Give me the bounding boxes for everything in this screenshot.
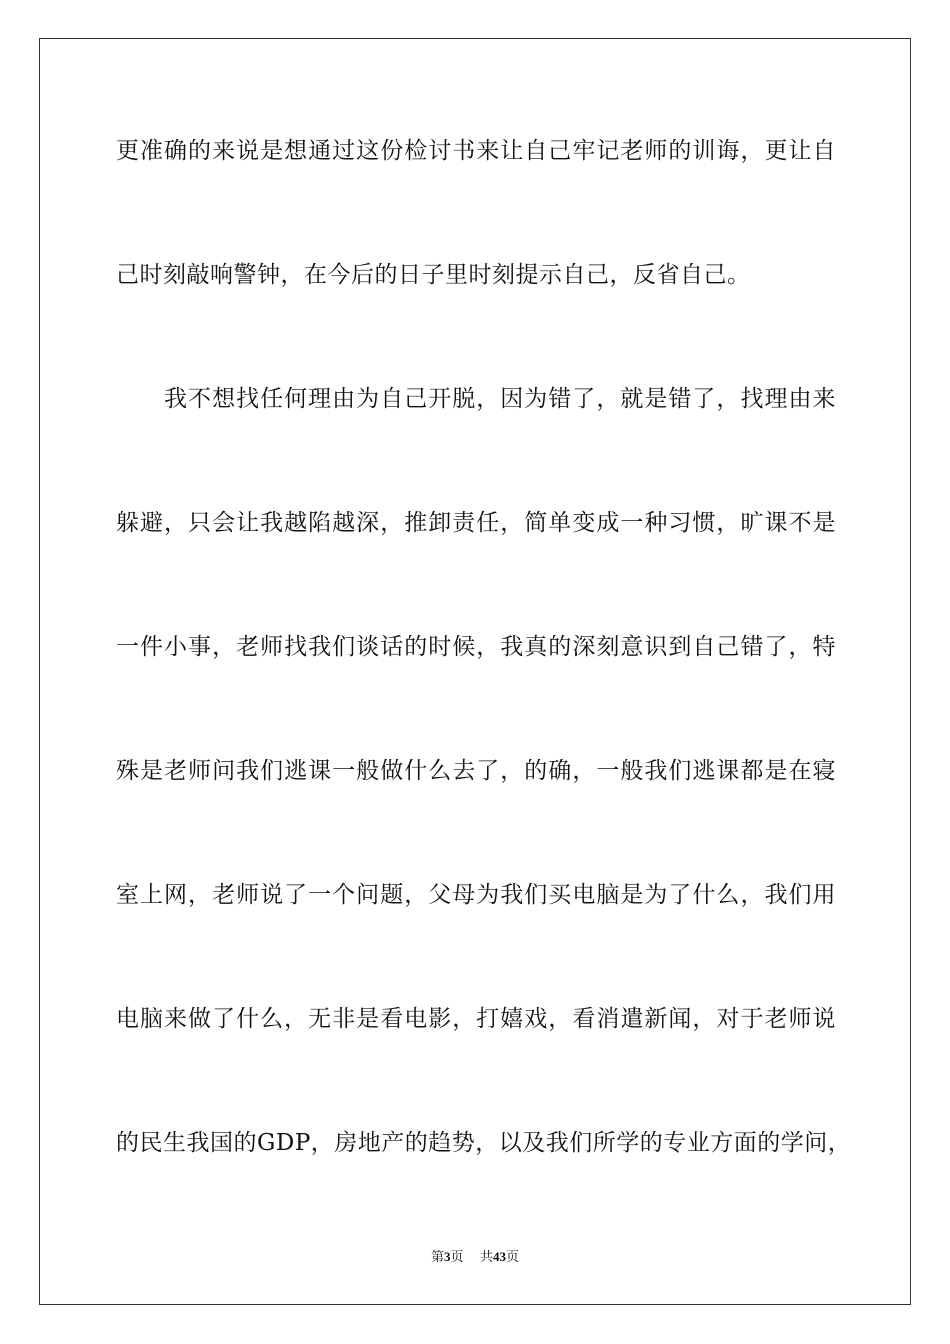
page-border xyxy=(39,38,911,1305)
footer-total-suffix: 页 xyxy=(506,1250,520,1265)
body-line-4: 躲避，只会让我越陷越深，推卸责任，简单变成一种习惯，旷课不是 xyxy=(116,510,836,536)
body-line-2: 己时刻敲响警钟，在今后的日子里时刻提示自己，反省自己。 xyxy=(116,262,751,288)
body-line-3: 我不想找任何理由为自己开脱，因为错了，就是错了，找理由来 xyxy=(116,386,836,412)
page-footer xyxy=(0,1248,950,1267)
footer-page-number: 3 xyxy=(443,1249,451,1264)
body-line-8: 电脑来做了什么，无非是看电影，打嬉戏，看消遣新闻，对于老师说 xyxy=(116,1006,836,1032)
footer-page-suffix: 页 xyxy=(450,1250,464,1265)
footer-total-pages: 43 xyxy=(493,1249,507,1264)
body-line-7: 室上网，老师说了一个问题，父母为我们买电脑是为了什么，我们用 xyxy=(116,882,836,908)
body-line-5: 一件小事，老师找我们谈话的时候，我真的深刻意识到自己错了，特 xyxy=(116,634,836,660)
footer-total-prefix: 共 xyxy=(480,1250,494,1265)
body-line-1: 更准确的来说是想通过这份检讨书来让自己牢记老师的训诲，更让自 xyxy=(116,138,836,164)
body-line-9: 的民生我国的GDP，房地产的趋势，以及我们所学的专业方面的学问， xyxy=(116,1130,852,1156)
body-line-6: 殊是老师问我们逃课一般做什么去了，的确，一般我们逃课都是在寝 xyxy=(116,758,836,784)
footer-page-prefix: 第 xyxy=(430,1250,444,1265)
